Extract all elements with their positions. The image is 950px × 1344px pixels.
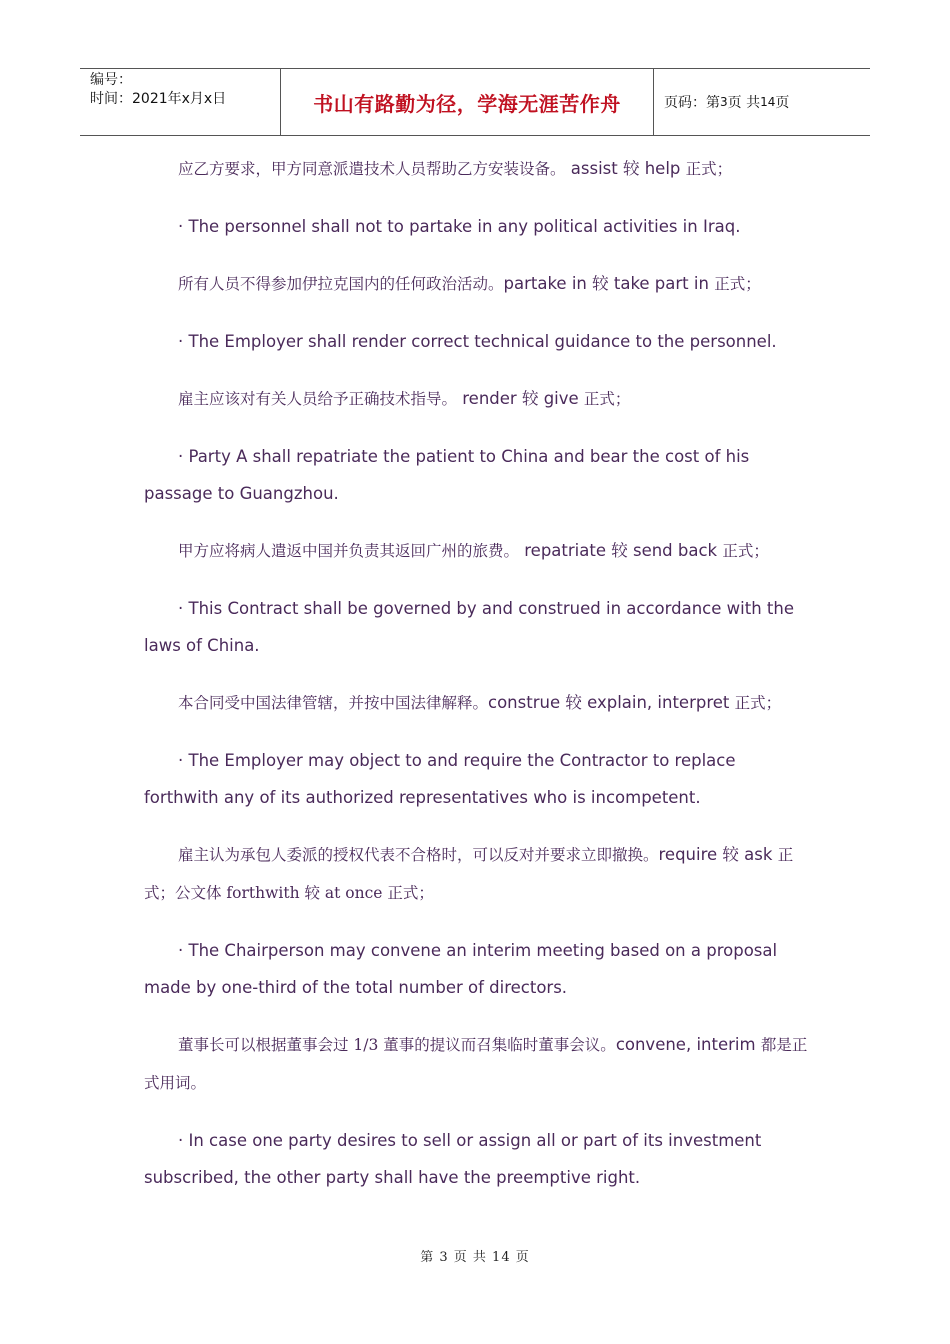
paragraph (144, 438, 814, 512)
paragraph (144, 265, 814, 303)
paragraph-cn-note: 正式； (685, 160, 733, 178)
paragraph-en: repatriate 较 send back (519, 541, 723, 560)
paragraph-en: · The Employer may object to and require the Contractor to replace forthwith any of its authorized representatives who is incompetent. (144, 751, 736, 807)
paragraph-cn-note: 正式； (714, 275, 761, 293)
page-prefix: 页码：第 (664, 95, 720, 111)
paragraph-en: construe 较 explain, interpret (488, 693, 735, 712)
paragraph-cn-note: 正式； (722, 542, 769, 560)
paragraph-en: assist 较 help (565, 159, 686, 178)
time-label: 时间：2021年x月x日 (90, 91, 227, 107)
document-body (144, 150, 814, 1216)
paragraph (144, 380, 814, 418)
page-suffix: 页 (775, 95, 790, 111)
paragraph-cn: 雇主认为承包人委派的授权代表不合格时，可以反对并要求立即撤换。 (178, 846, 659, 864)
paragraph-cn: 本合同受中国法律管辖，并按中国法律解释。 (178, 694, 489, 712)
paragraph-cn-note: 正式； (734, 694, 782, 712)
paragraph (144, 932, 814, 1006)
paragraph-cn: 应乙方要求，甲方同意派遣技术人员帮助乙方安装设备。 (178, 160, 566, 178)
paragraph-en: · The Chairperson may convene an interim meeting based on a proposal made by one-third of the total number of directors. (144, 941, 778, 997)
paragraph (144, 836, 814, 912)
header-page-info (654, 69, 870, 135)
paragraph-en: convene, interim (615, 1035, 761, 1054)
paragraph (144, 684, 814, 722)
header-motto-cell (281, 69, 654, 135)
paragraph (144, 1122, 814, 1196)
paragraph-cn-note: 都是正式用词。 (144, 1036, 808, 1092)
paragraph (144, 1026, 814, 1102)
paragraph-en: · The personnel shall not to partake in any political activities in Iraq. (178, 217, 741, 236)
paragraph-en: · In case one party desires to sell or assign all or part of its investment subscribed, the other party shall have the preemptive right. (144, 1131, 762, 1187)
paragraph-en: · Party A shall repatriate the patient to China and bear the cost of his passage to Guangzhou. (144, 447, 750, 503)
paragraph (144, 323, 814, 360)
paragraph-cn: 董事长可以根据董事会过 1/3 董事的提议而召集临时董事会议。 (178, 1036, 616, 1054)
code-label: 编号： (90, 72, 132, 88)
paragraph-cn-note: 正式；公文体 forthwith 较 at once 正式； (144, 846, 794, 902)
page-footer: 第 3 页 共 14 页 (420, 1250, 530, 1265)
paragraph-cn: 所有人员不得参加伊拉克国内的任何政治活动。 (178, 275, 504, 293)
paragraph (144, 742, 814, 816)
paragraph-en: · This Contract shall be governed by and construed in accordance with the laws of China. (144, 599, 794, 655)
paragraph-cn-note: 正式； (583, 390, 631, 408)
page-number: 3 (720, 95, 728, 109)
paragraph-en: partake in 较 take part in (503, 274, 715, 293)
paragraph-cn: 雇主应该对有关人员给予正确技术指导。 (178, 390, 458, 408)
paragraph-en: require 较 ask (658, 845, 778, 864)
paragraph (144, 532, 814, 570)
paragraph-en: · The Employer shall render correct technical guidance to the personnel. (178, 332, 777, 351)
paragraph-en: render 较 give (457, 389, 584, 408)
page-header (80, 68, 870, 136)
paragraph (144, 208, 814, 245)
header-motto: 书山有路勤为径，学海无涯苦作舟 (313, 91, 621, 116)
header-meta (80, 69, 281, 135)
page-mid: 页 共 (727, 95, 761, 111)
paragraph-cn: 甲方应将病人遣返中国并负责其返回广州的旅费。 (178, 542, 520, 560)
page-total: 14 (760, 95, 776, 109)
paragraph (144, 590, 814, 664)
paragraph (144, 150, 814, 188)
